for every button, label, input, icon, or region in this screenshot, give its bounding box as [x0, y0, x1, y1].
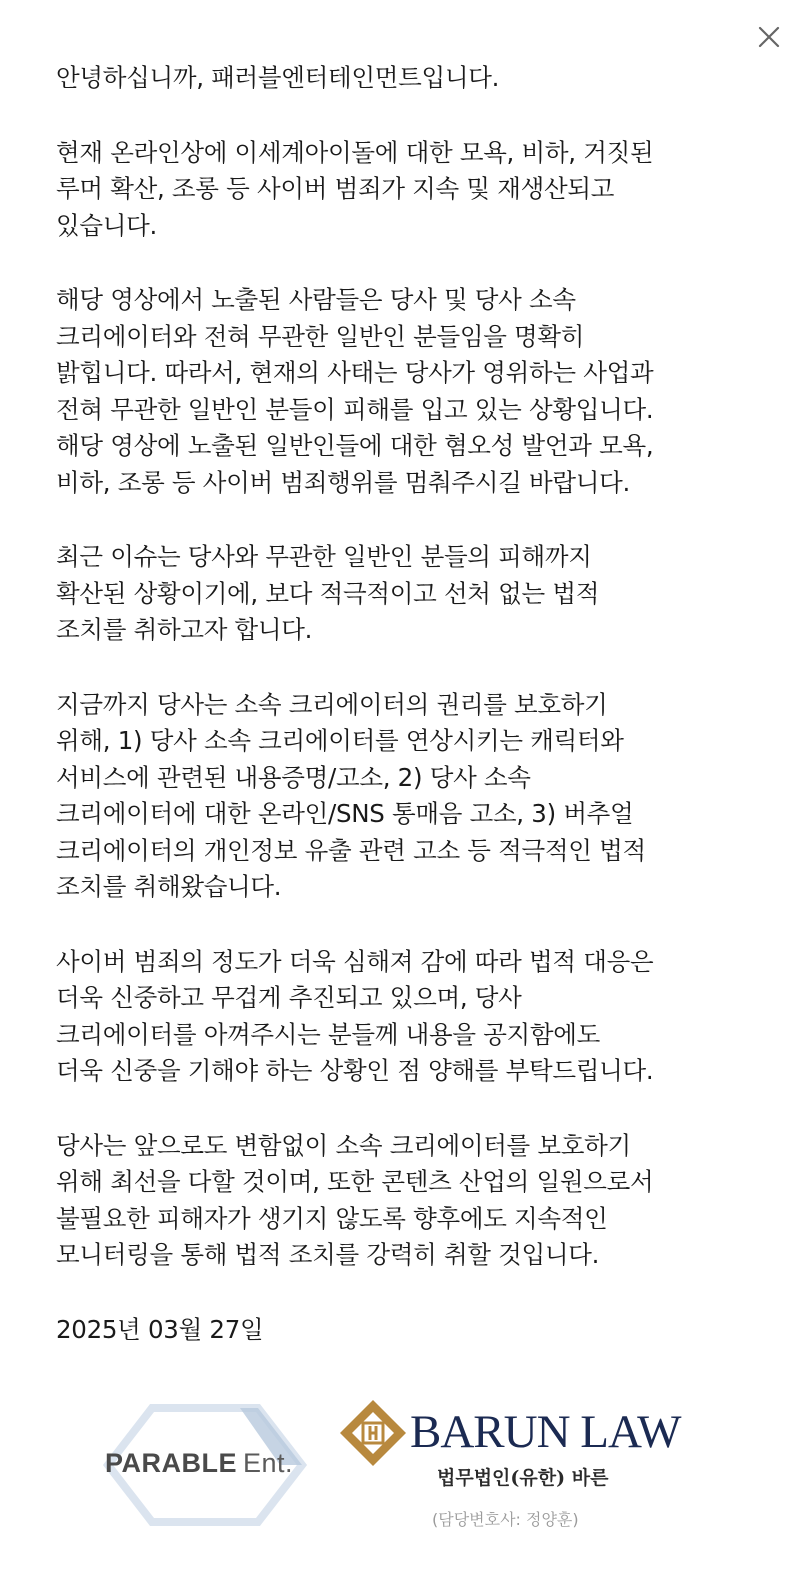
- notice-line: 조치를 취해왔습니다.: [56, 872, 282, 901]
- notice-line: 사이버 범죄의 정도가 더욱 심해져 감에 따라 법적 대응은: [56, 946, 654, 976]
- notice-line: 당사는 앞으로도 변함없이 소속 크리에이터를 보호하기: [56, 1130, 631, 1160]
- notice-line: 서비스에 관련된 내용증명/고소, 2) 당사 소속: [56, 762, 531, 792]
- logo-footer: [0, 1395, 800, 1580]
- notice-line: 전혀 무관한 일반인 분들이 피해를 입고 있는 상황입니다.: [56, 394, 654, 424]
- notice-line: 루머 확산, 조롱 등 사이버 범죄가 지속 및 재생산되고: [56, 174, 615, 203]
- barun-law-wordmark: BARUN LAW: [410, 1406, 681, 1458]
- barun-emblem-logo: [337, 1397, 409, 1469]
- notice-line: 더욱 신중을 기해야 하는 상황인 점 양해를 부탁드립니다.: [56, 1056, 654, 1085]
- notice-paragraph: [56, 539, 756, 649]
- notice-body: [56, 60, 756, 1348]
- notice-line: 더욱 신중하고 무겁게 추진되고 있으며, 당사: [56, 983, 522, 1012]
- notice-paragraph: [56, 944, 756, 1090]
- notice-line: 조치를 취하고자 합니다.: [56, 615, 313, 644]
- notice-date: 2025년 03월 27일: [56, 1314, 264, 1344]
- notice-line: 해당 영상에 노출된 일반인들에 대한 혐오성 발언과 모욕,: [56, 431, 654, 460]
- notice-paragraphs: [56, 60, 756, 1274]
- parable-wordmark: [105, 1448, 293, 1479]
- notice-line: 위해 최선을 다할 것이며, 또한 콘텐츠 산업의 일원으로서: [56, 1167, 654, 1196]
- notice-paragraph: [56, 60, 756, 97]
- notice-line: 확산된 상황이기에, 보다 적극적이고 선처 없는 법적: [56, 578, 600, 608]
- notice-line: 위해, 1) 당사 소속 크리에이터를 연상시키는 캐릭터와: [56, 726, 624, 755]
- barun-korean-name: 법무법인(유한) 바른: [437, 1467, 609, 1489]
- notice-line: 있습니다.: [56, 210, 157, 240]
- notice-line: 비하, 조롱 등 사이버 범죄행위를 멈춰주시길 바랍니다.: [56, 467, 630, 497]
- notice-line: 해당 영상에서 노출된 사람들은 당사 및 당사 소속: [56, 285, 576, 314]
- notice-line: 크리에이터의 개인정보 유출 관련 고소 등 적극적인 법적: [56, 835, 646, 865]
- notice-paragraph: [56, 135, 756, 245]
- notice-line: 현재 온라인상에 이세계아이돌에 대한 모욕, 비하, 거짓된: [56, 137, 654, 167]
- attorney-credit: (담당변호사: 정양훈): [432, 1510, 579, 1529]
- notice-paragraph: [56, 1128, 756, 1274]
- notice-line: 밝힙니다. 따라서, 현재의 사태는 당사가 영위하는 사업과: [56, 358, 654, 387]
- notice-paragraph: [56, 687, 756, 906]
- notice-line: 크리에이터에 대한 온라인/SNS 통매음 고소, 3) 버추얼: [56, 799, 634, 828]
- close-button[interactable]: [754, 22, 784, 52]
- notice-line: 모니터링을 통해 법적 조치를 강력히 취할 것입니다.: [56, 1240, 600, 1269]
- notice-line: 지금까지 당사는 소속 크리에이터의 권리를 보호하기: [56, 689, 608, 719]
- notice-line: 크리에이터를 아껴주시는 분들께 내용을 공지함에도: [56, 1019, 601, 1049]
- notice-line: 최근 이슈는 당사와 무관한 일반인 분들의 피해까지: [56, 542, 592, 571]
- close-icon: [754, 22, 784, 52]
- parable-brand: PARABLE: [105, 1448, 238, 1478]
- parable-suffix: Ent.: [243, 1448, 294, 1478]
- notice-line: 크리에이터와 전혀 무관한 일반인 분들임을 명확히: [56, 321, 585, 351]
- notice-paragraph: [56, 282, 756, 501]
- notice-line: 안녕하십니까, 패러블엔터테인먼트입니다.: [56, 63, 500, 92]
- notice-line: 불필요한 피해자가 생기지 않도록 향후에도 지속적인: [56, 1203, 608, 1233]
